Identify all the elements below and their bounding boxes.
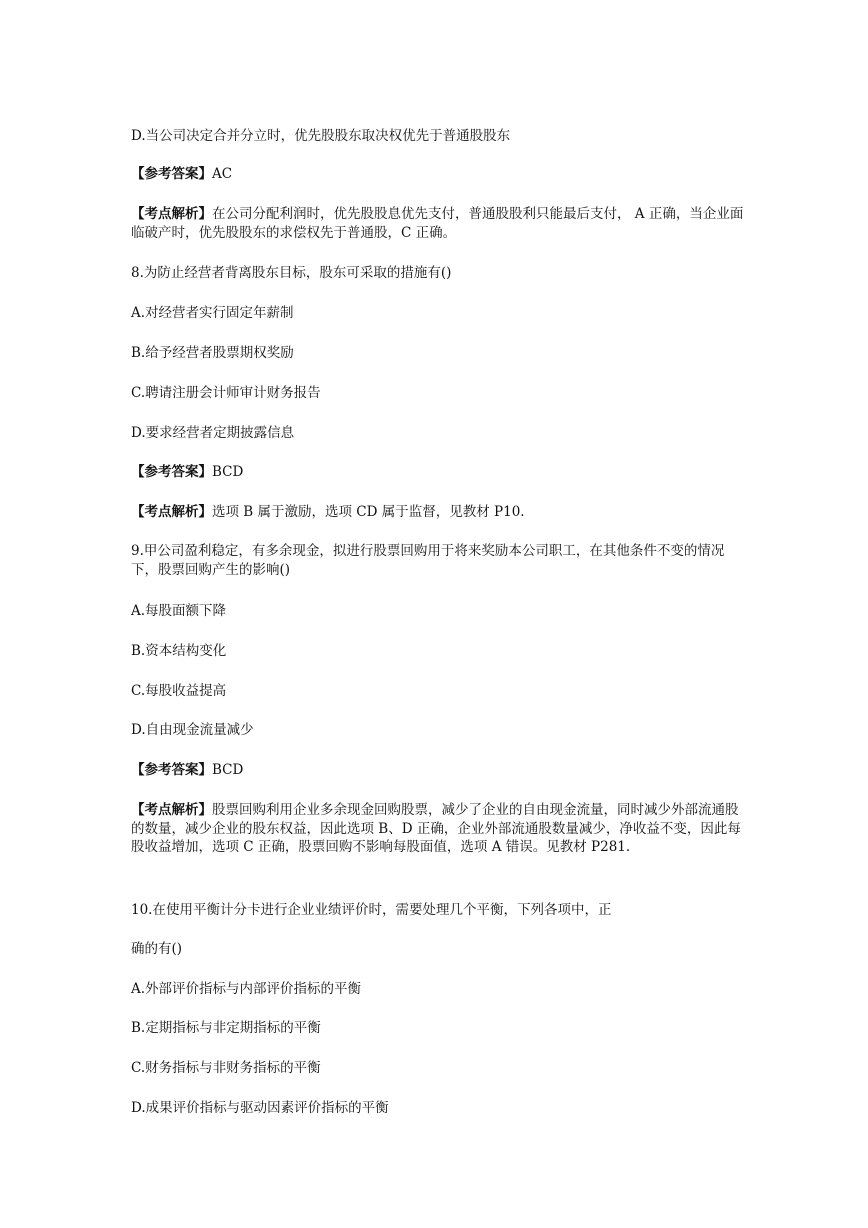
answer-label: 【参考答案】 [131, 166, 212, 182]
q8-answer [131, 463, 751, 482]
q8-option-a: A.对经营者实行固定年薪制 [131, 305, 294, 321]
q8-analysis [131, 503, 751, 522]
q9-option-a: A.每股面额下降 [131, 603, 227, 619]
analysis-text: 选项 B 属于激励，选项 CD 属于监督，见教材 P10. [212, 504, 525, 520]
q8-option-c: C.聘请注册会计师审计财务报告 [131, 385, 321, 401]
analysis-label: 【考点解析】 [131, 504, 212, 520]
analysis-text: 股票回购利用企业多余现金回购股票，减少了企业的自由现金流量，同时减少外部流通股的数量，减少企业的股东权益，因此选项 B、D 正确，企业外部流通股数量减少，净收益不变，因此每股收益增加，选项 C 正确，股票回购不影响每股面值，选项 A 错误。见教材 P281. [131, 802, 741, 855]
q9-question: 9.甲公司盈利稳定，有多余现金，拟进行股票回购用于将来奖励本公司职工，在其他条件不变的情况下，股票回购产生的影响() [131, 543, 725, 578]
q10-option-c: C.财务指标与非财务指标的平衡 [131, 1060, 321, 1076]
q10-question-line2: 确的有() [131, 941, 183, 957]
q8-question: 8.为防止经营者背离股东目标，股东可采取的措施有() [131, 265, 452, 281]
q9-analysis [131, 801, 751, 857]
q9-option-d: D.自由现金流量减少 [131, 722, 254, 738]
q10-option-b: B.定期指标与非定期指标的平衡 [131, 1020, 321, 1036]
q7-analysis [131, 205, 751, 242]
q10-option-d: D.成果评价指标与驱动因素评价指标的平衡 [131, 1100, 389, 1116]
q7-option-d: D.当公司决定合并分立时，优先股股东取决权优先于普通股股东 [131, 128, 511, 144]
answer-value: AC [212, 166, 233, 182]
answer-value: BCD [212, 464, 244, 480]
q9-option-b: B.资本结构变化 [131, 643, 227, 659]
analysis-label: 【考点解析】 [131, 802, 212, 818]
q9-option-c: C.每股收益提高 [131, 683, 227, 699]
analysis-text: 在公司分配利润时，优先股股息优先支付，普通股股利只能最后支付， A 正确，当企业面临破产时，优先股股东的求偿权先于普通股，C 正确。 [131, 206, 744, 241]
q10-option-a: A.外部评价指标与内部评价指标的平衡 [131, 981, 362, 997]
q8-option-b: B.给予经营者股票期权奖励 [131, 345, 294, 361]
q9-answer [131, 761, 751, 780]
answer-label: 【参考答案】 [131, 464, 212, 480]
q7-answer [131, 165, 751, 184]
answer-value: BCD [212, 762, 244, 778]
answer-label: 【参考答案】 [131, 762, 212, 778]
q8-option-d: D.要求经营者定期披露信息 [131, 425, 295, 441]
analysis-label: 【考点解析】 [131, 206, 212, 222]
q10-question-line1: 10.在使用平衡计分卡进行企业业绩评价时，需要处理几个平衡，下列各项中，正 [131, 902, 612, 918]
